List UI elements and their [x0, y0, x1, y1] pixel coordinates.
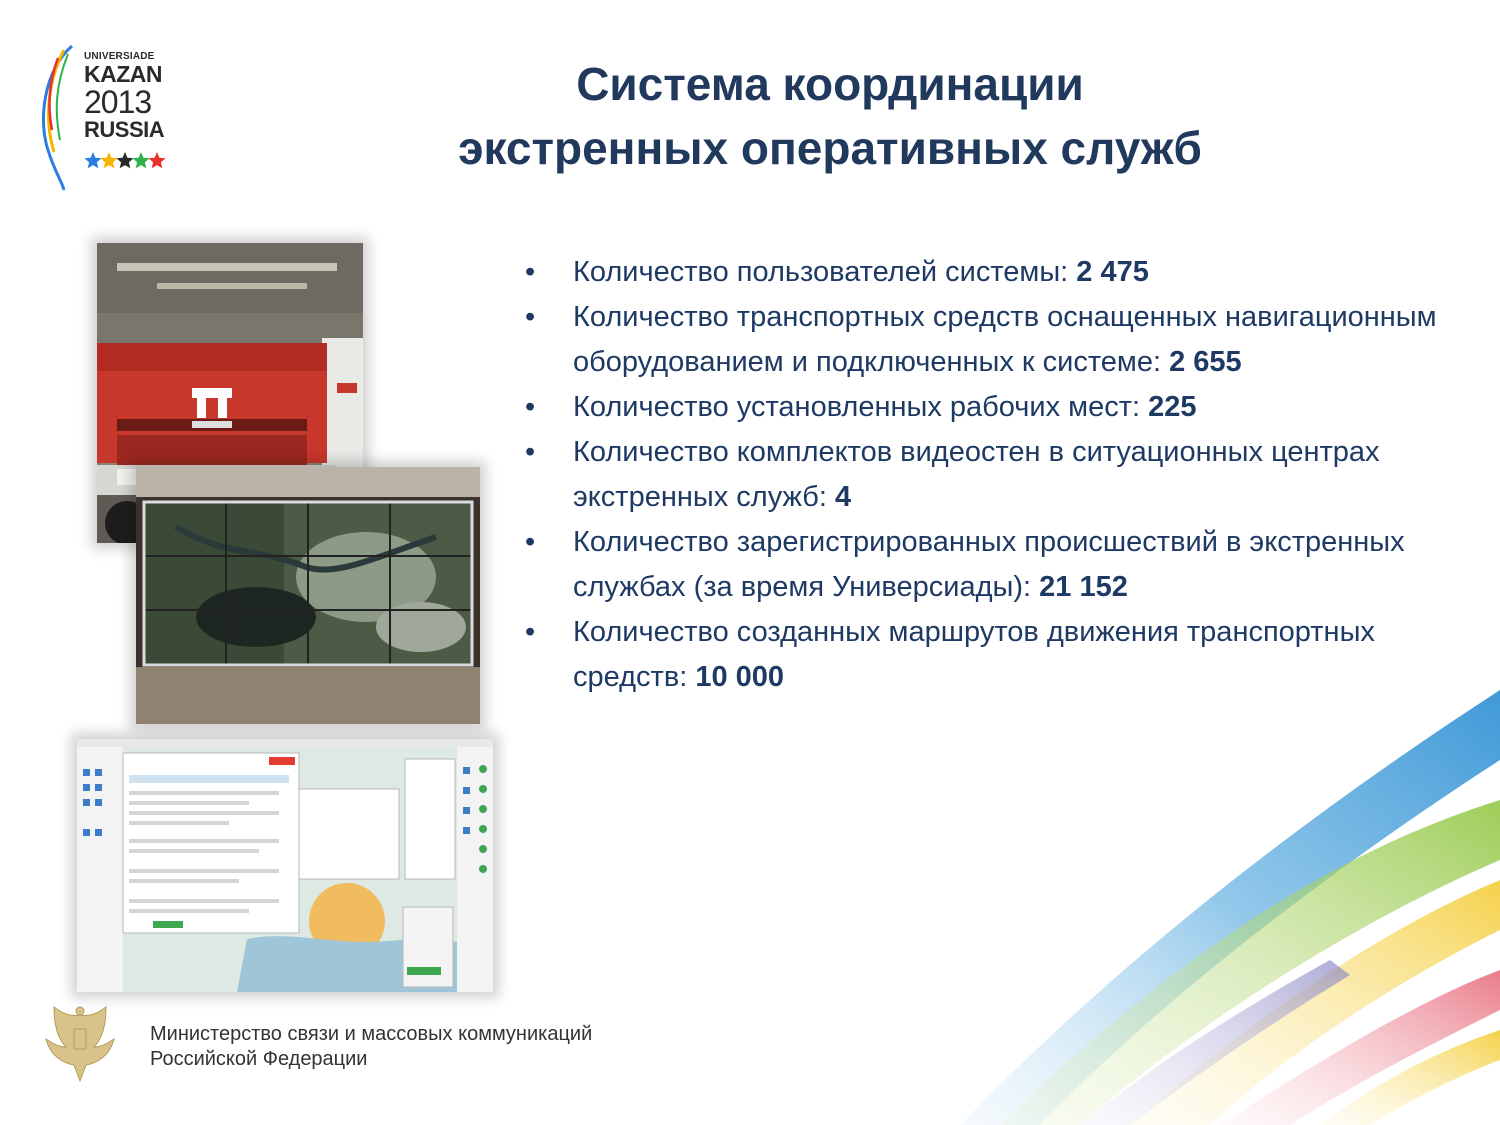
bullet-text: Количество зарегистрированных происшествий в экстренных службах (за время Универсиады):: [573, 526, 1405, 603]
list-item: • Количество комплектов видеостен в ситуационных центрах экстренных служб: 4: [525, 436, 1380, 513]
video-wall-photo: [136, 467, 480, 724]
bullet-value: 225: [1148, 391, 1197, 423]
bullet-text: Количество созданных маршрутов движения транспортных средств:: [573, 616, 1375, 693]
page-title: [330, 52, 1330, 180]
logo-line-russia: RUSSIA: [84, 117, 165, 142]
bullet-text: Количество комплектов видеостен в ситуационных центрах экстренных служб:: [573, 436, 1380, 513]
list-item: • Количество транспортных средств оснащенных навигационным оборудованием и подключенных к системе: 2 655: [525, 301, 1437, 378]
list-item: • Количество зарегистрированных происшествий в экстренных службах (за время Универсиады): 21 152: [525, 526, 1405, 603]
logo-line-kazan: KAZAN: [84, 61, 162, 87]
dispatch-software-screenshot: [77, 739, 493, 992]
bullet-value: 10 000: [695, 661, 785, 693]
bullet-value: 2 475: [1076, 256, 1149, 288]
bullet-text: Количество пользователей системы:: [573, 256, 1077, 288]
bullet-value: 4: [834, 481, 852, 513]
logo-star-icon: [100, 152, 117, 168]
statistics-list: [520, 250, 1450, 700]
logo-stars-icon: [84, 150, 168, 172]
ministry-caption: [150, 1022, 592, 1072]
logo-star-icon: [116, 152, 133, 168]
bullet-text: Количество транспортных средств оснащенных навигационным оборудованием и подключенных к системе:: [573, 301, 1437, 378]
bullet-text: Количество установленных рабочих мест:: [573, 391, 1149, 423]
logo-star-icon: [148, 152, 165, 168]
title-line-2: экстренных оперативных служб: [458, 122, 1202, 174]
logo-line-year: 2013: [84, 84, 152, 120]
ministry-line-1: Министерство связи и массовых коммуникаций: [150, 1023, 593, 1045]
coat-of-arms-icon: [40, 1003, 120, 1085]
bullet-value: 2 655: [1169, 346, 1242, 378]
logo-star-icon: [132, 152, 149, 168]
logo-line-universiade: UNIVERSIADE: [84, 51, 155, 62]
universiade-logo: [34, 40, 174, 200]
list-item: • Количество созданных маршрутов движения транспортных средств: 10 000: [525, 616, 1375, 693]
bullet-value: 21 152: [1039, 571, 1128, 603]
list-item: • Количество установленных рабочих мест: 225: [525, 391, 1197, 423]
logo-star-icon: [84, 152, 101, 168]
list-item: • Количество пользователей системы: 2 475: [525, 256, 1149, 288]
title-line-1: Система координации: [576, 58, 1084, 110]
ministry-line-2: Российской Федерации: [150, 1048, 368, 1070]
